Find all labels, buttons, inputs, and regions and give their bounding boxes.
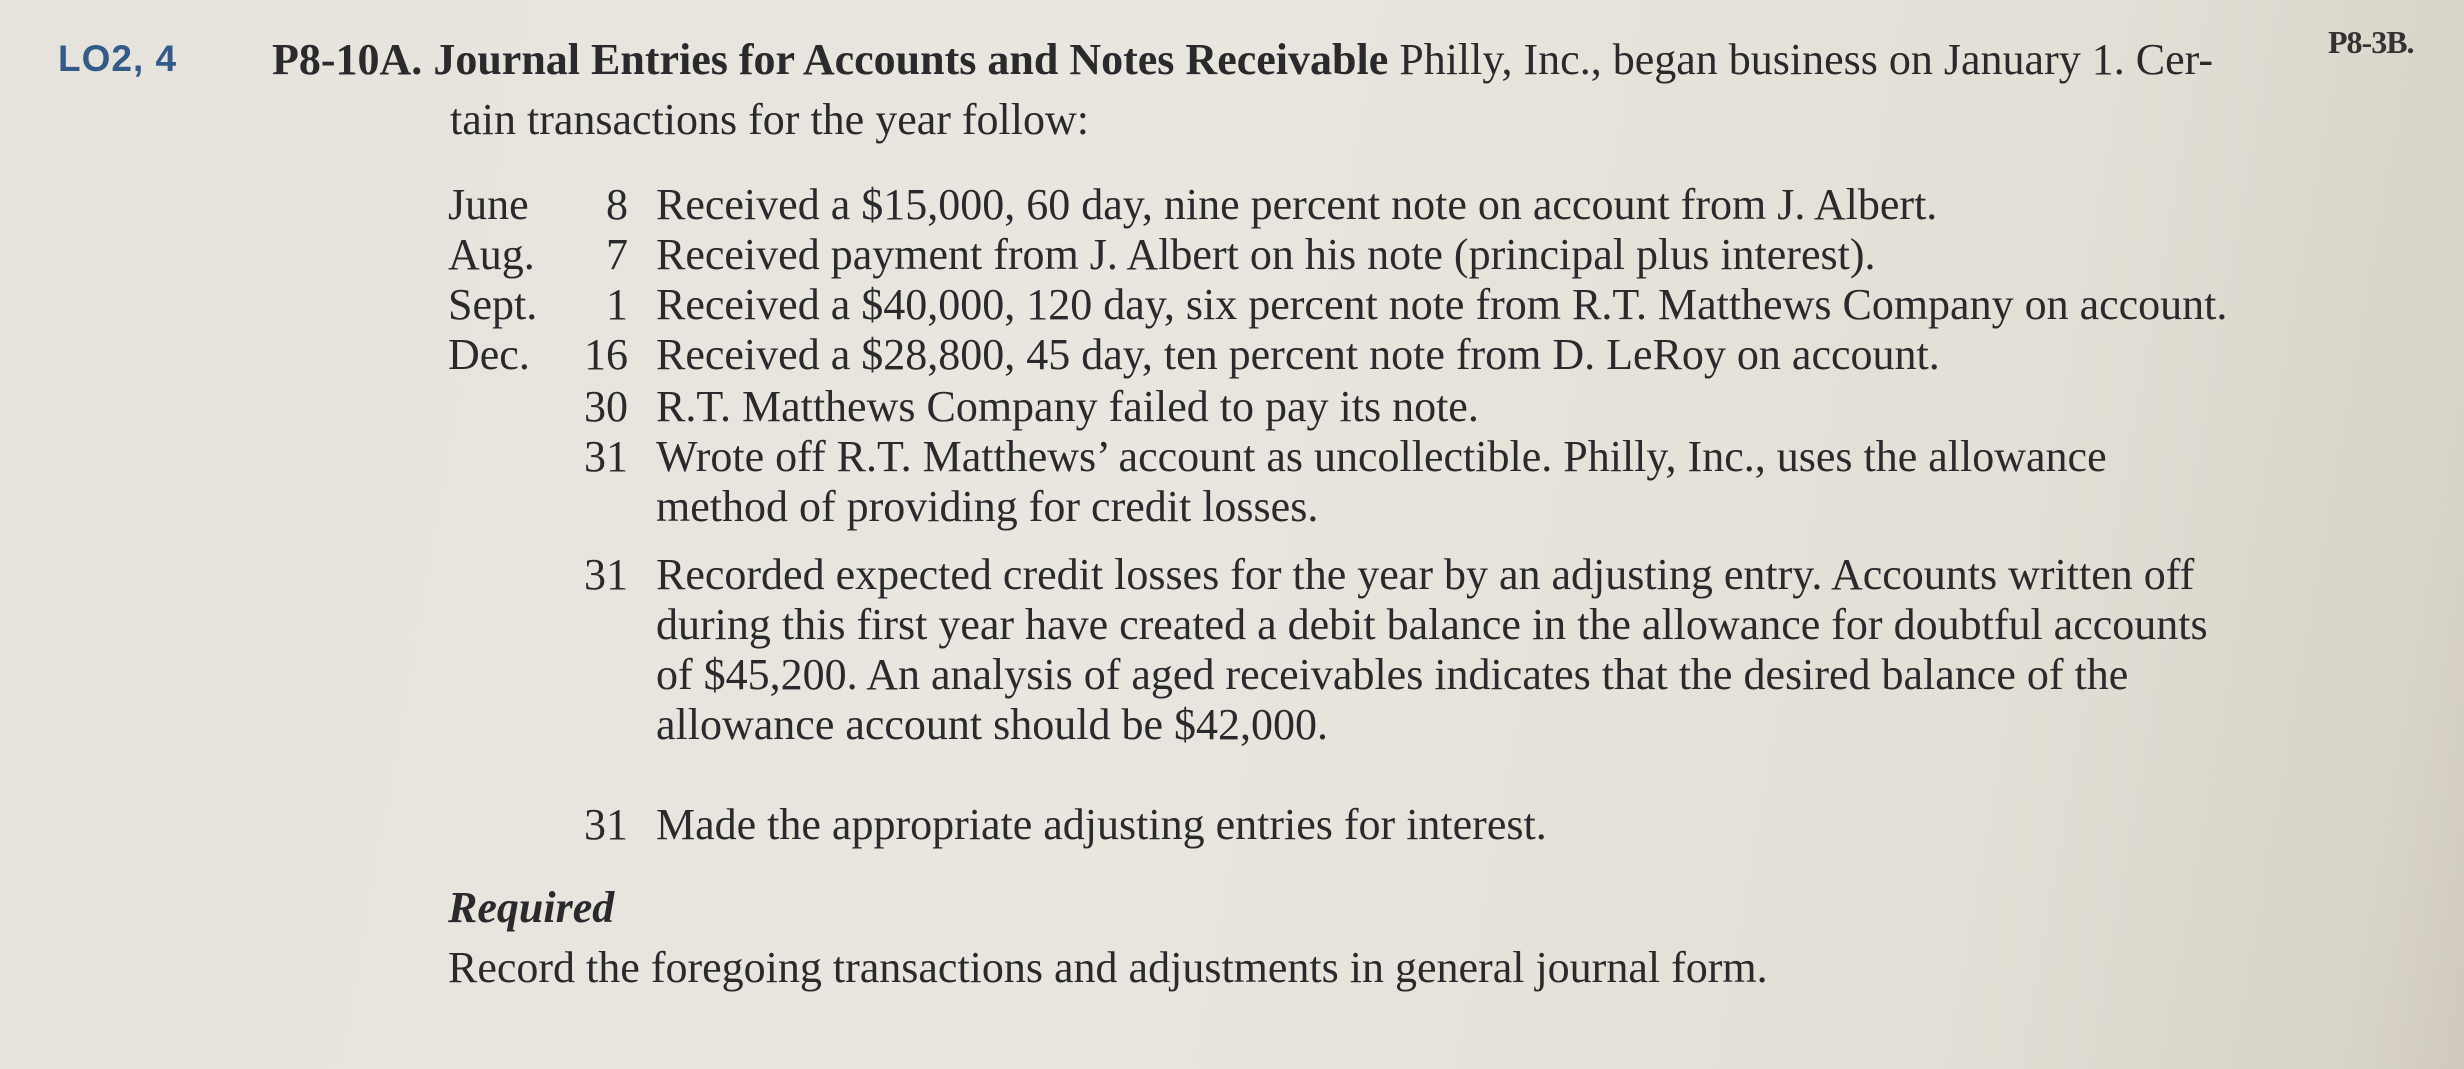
transaction-description (656, 330, 2276, 380)
transaction-month: Aug. (448, 230, 535, 279)
cross-reference-problem: P8-3B. (2328, 24, 2414, 60)
problem-title: Journal Entries for Accounts and Notes Receivable (433, 35, 1389, 84)
transaction-description-line: of $45,200. An analysis of aged receivables indicates that the desired balance of the (656, 650, 2129, 699)
transaction-day: 16 (584, 330, 628, 379)
transaction-description (656, 180, 2276, 230)
transaction-day: 1 (606, 280, 628, 329)
transaction-description-line: Received a $40,000, 120 day, six percent note from R.T. Matthews Company on account. (656, 280, 2228, 329)
problem-intro-line1: Philly, Inc., began business on January 1. Cer- (1399, 35, 2214, 84)
transaction-description (656, 432, 2276, 532)
transaction-day: 7 (606, 230, 628, 279)
transaction-description-line: allowance account should be $42,000. (656, 700, 1329, 749)
transaction-description-line: Received a $28,800, 45 day, ten percent note from D. LeRoy on account. (656, 330, 1940, 379)
transaction-description (656, 382, 2276, 432)
transaction-day: 8 (606, 180, 628, 229)
transaction-day: 31 (584, 432, 628, 481)
transaction-month: June (448, 180, 529, 229)
transaction-month: Sept. (448, 280, 538, 329)
transaction-description-line: method of providing for credit losses. (656, 482, 1319, 531)
transaction-day: 31 (584, 550, 628, 599)
transaction-day: 31 (584, 800, 628, 849)
transaction-description-line: Received a $15,000, 60 day, nine percent note on account from J. Albert. (656, 180, 1938, 229)
transaction-description (656, 280, 2276, 330)
transaction-description (656, 550, 2276, 750)
required-heading: Required (448, 883, 615, 932)
transaction-description-line: Wrote off R.T. Matthews’ account as uncollectible. Philly, Inc., uses the allowance (656, 432, 2107, 481)
transaction-description (656, 800, 2276, 850)
transaction-description-line: R.T. Matthews Company failed to pay its note. (656, 382, 1479, 431)
problem-heading (272, 30, 2262, 150)
transaction-description-line: Made the appropriate adjusting entries for interest. (656, 800, 1547, 849)
problem-intro-line2: tain transactions for the year follow: (450, 95, 1090, 144)
transaction-description-line: Recorded expected credit losses for the year by an adjusting entry. Accounts written off (656, 550, 2195, 599)
transaction-day: 30 (584, 382, 628, 431)
transaction-description (656, 230, 2276, 280)
problem-number: P8-10A. (272, 35, 423, 84)
required-text: Record the foregoing transactions and adjustments in general journal form. (448, 943, 1768, 992)
transaction-description-line: Received payment from J. Albert on his note (principal plus interest). (656, 230, 1876, 279)
transaction-month: Dec. (448, 330, 530, 379)
transaction-description-line: during this first year have created a debit balance in the allowance for doubtful accounts (656, 600, 2208, 649)
learning-objective-tag: LO2, 4 (58, 38, 178, 79)
